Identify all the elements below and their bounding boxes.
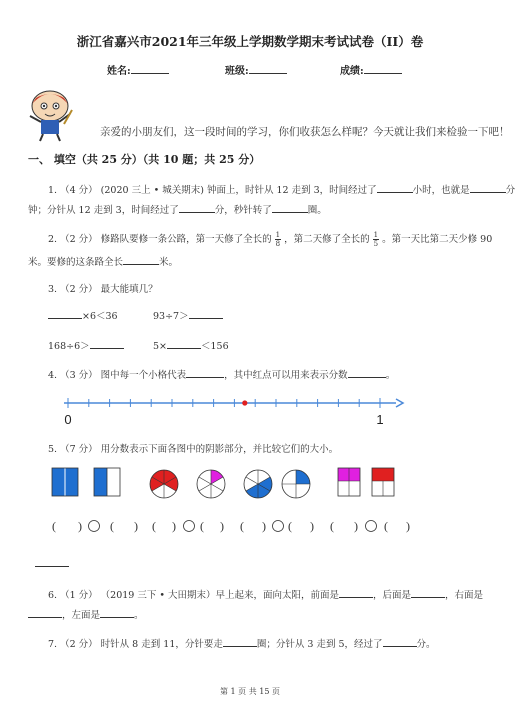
svg-text:): )	[354, 519, 358, 533]
q3-item-4: 5× ＜156	[153, 341, 229, 352]
tick-label-1: 1	[376, 412, 384, 427]
name-label: 姓名:	[107, 66, 131, 77]
svg-text:(: (	[200, 519, 204, 533]
q3-item-2: 93÷7＞	[153, 308, 223, 322]
svg-text:): )	[406, 519, 410, 533]
page-title: 浙江省嘉兴市2021年三年级上学期数学期末考试试卷（II）卷	[76, 34, 424, 49]
name-field	[107, 62, 169, 77]
grid-figure-2	[372, 468, 394, 496]
svg-text:): )	[78, 519, 82, 533]
rect-figure-1	[52, 468, 78, 496]
question-1-line2: 钟；分针从 12 走到 3，时间经过了 分，秒针转了 圈。	[28, 205, 327, 216]
question-7-line1: 7. （2 分） 时针从 8 走到 11，分针要走 圈；分针从 3 走到 5，经过了 分。	[48, 639, 436, 650]
q6-blank-left[interactable]	[100, 617, 134, 618]
q1-blank-minutes[interactable]	[470, 192, 506, 193]
q5-answer-blank[interactable]	[35, 566, 69, 567]
svg-text:(: (	[288, 519, 292, 533]
red-dot-marker	[242, 400, 247, 405]
question-2-line1: 2. （2 分） 修路队要修一条公路，第一天修了全长的 $\frac{1}{8}$ ，第二天修了全长的 $\frac{1}{5}$ 。第一天比第二天少修 90	[48, 231, 493, 248]
svg-text:(: (	[52, 519, 56, 533]
q1-blank-second-hand[interactable]	[272, 212, 308, 213]
q3-blank-1[interactable]	[48, 318, 82, 319]
score-field	[340, 62, 402, 77]
tick-label-0: 0	[64, 412, 72, 427]
q3-blank-4[interactable]	[167, 348, 201, 349]
question-5-prompt: 5. （7 分） 用分数表示下面各图中的阴影部分，并比较它们的大小。	[48, 444, 339, 455]
q6-blank-front[interactable]	[339, 597, 373, 598]
score-blank[interactable]	[364, 73, 402, 74]
circle-figure-3	[244, 470, 272, 498]
class-blank[interactable]	[249, 73, 287, 74]
circle-figure-2	[197, 470, 225, 498]
number-line	[58, 393, 404, 427]
q3-item-1: ×6＜36	[48, 308, 118, 322]
fraction-one-eighth: $\frac{1}{8}$	[275, 231, 281, 248]
q7-blank-minutes[interactable]	[383, 646, 417, 647]
intro-text: 亲爱的小朋友们，这一段时间的学习，你们收获怎么样呢？今天就让我们来检验一下吧！	[100, 126, 510, 138]
rect-figure-2	[94, 468, 120, 496]
q3-blank-3[interactable]	[90, 348, 124, 349]
svg-text:(: (	[152, 519, 156, 533]
svg-text:): )	[220, 519, 224, 533]
page-footer: 第 1 页 共 15 页	[220, 687, 280, 696]
number-line-arrow	[396, 399, 403, 407]
circle-figure-4	[282, 470, 310, 498]
svg-text:): )	[262, 519, 266, 533]
comparison-row	[52, 519, 410, 533]
q2-blank-length[interactable]	[123, 264, 159, 265]
svg-text:): )	[310, 519, 314, 533]
q3-blank-2[interactable]	[189, 318, 223, 319]
svg-text:): )	[134, 519, 138, 533]
score-label: 成绩:	[340, 66, 364, 77]
class-label: 班级:	[225, 66, 249, 77]
circle-figure-1	[150, 470, 178, 498]
fraction-one-fifth: $\frac{1}{5}$	[373, 231, 379, 248]
q3-item-3: 168÷6＞	[48, 338, 124, 352]
name-blank[interactable]	[131, 73, 169, 74]
svg-text:(: (	[240, 519, 244, 533]
question-1-line1: 1. （4 分） (2020 三上 • 城关期末) 钟面上，时针从 12 走到 3，时间经过了 小时，也就是 分	[48, 185, 515, 196]
svg-text:): )	[172, 519, 176, 533]
question-6-line2: ，左面是 。	[28, 607, 144, 621]
mascot-image	[20, 86, 80, 142]
q4-blank-fraction[interactable]	[348, 377, 386, 378]
q4-blank-unit[interactable]	[186, 377, 224, 378]
question-2-line2: 米。要修的这条路全长 米。	[28, 257, 179, 268]
grid-figure-1	[338, 468, 360, 496]
q6-blank-right[interactable]	[28, 617, 62, 618]
class-field	[225, 62, 287, 77]
question-3-prompt: 3. （2 分） 最大能填几？	[48, 284, 158, 295]
svg-text:(: (	[330, 519, 334, 533]
q1-blank-hours[interactable]	[377, 192, 413, 193]
question-6-line1: 6. （1 分） （2019 三下 • 大田期末）早上起来，面向太阳，前面是 ，后面是 ，右面是	[48, 590, 484, 601]
section-heading-fill-in: 一、 填空（共 25 分）（共 10 题；共 25 分）	[28, 153, 261, 166]
question-4-prompt: 4. （3 分） 图中每一个小格代表 ，其中红点可以用来表示分数 。	[48, 370, 396, 381]
q1-blank-minute-hand[interactable]	[179, 212, 215, 213]
svg-text:(: (	[110, 519, 114, 533]
q7-blank-laps[interactable]	[223, 646, 257, 647]
svg-text:(: (	[384, 519, 388, 533]
q6-blank-back[interactable]	[411, 597, 445, 598]
fraction-figures	[48, 464, 468, 544]
